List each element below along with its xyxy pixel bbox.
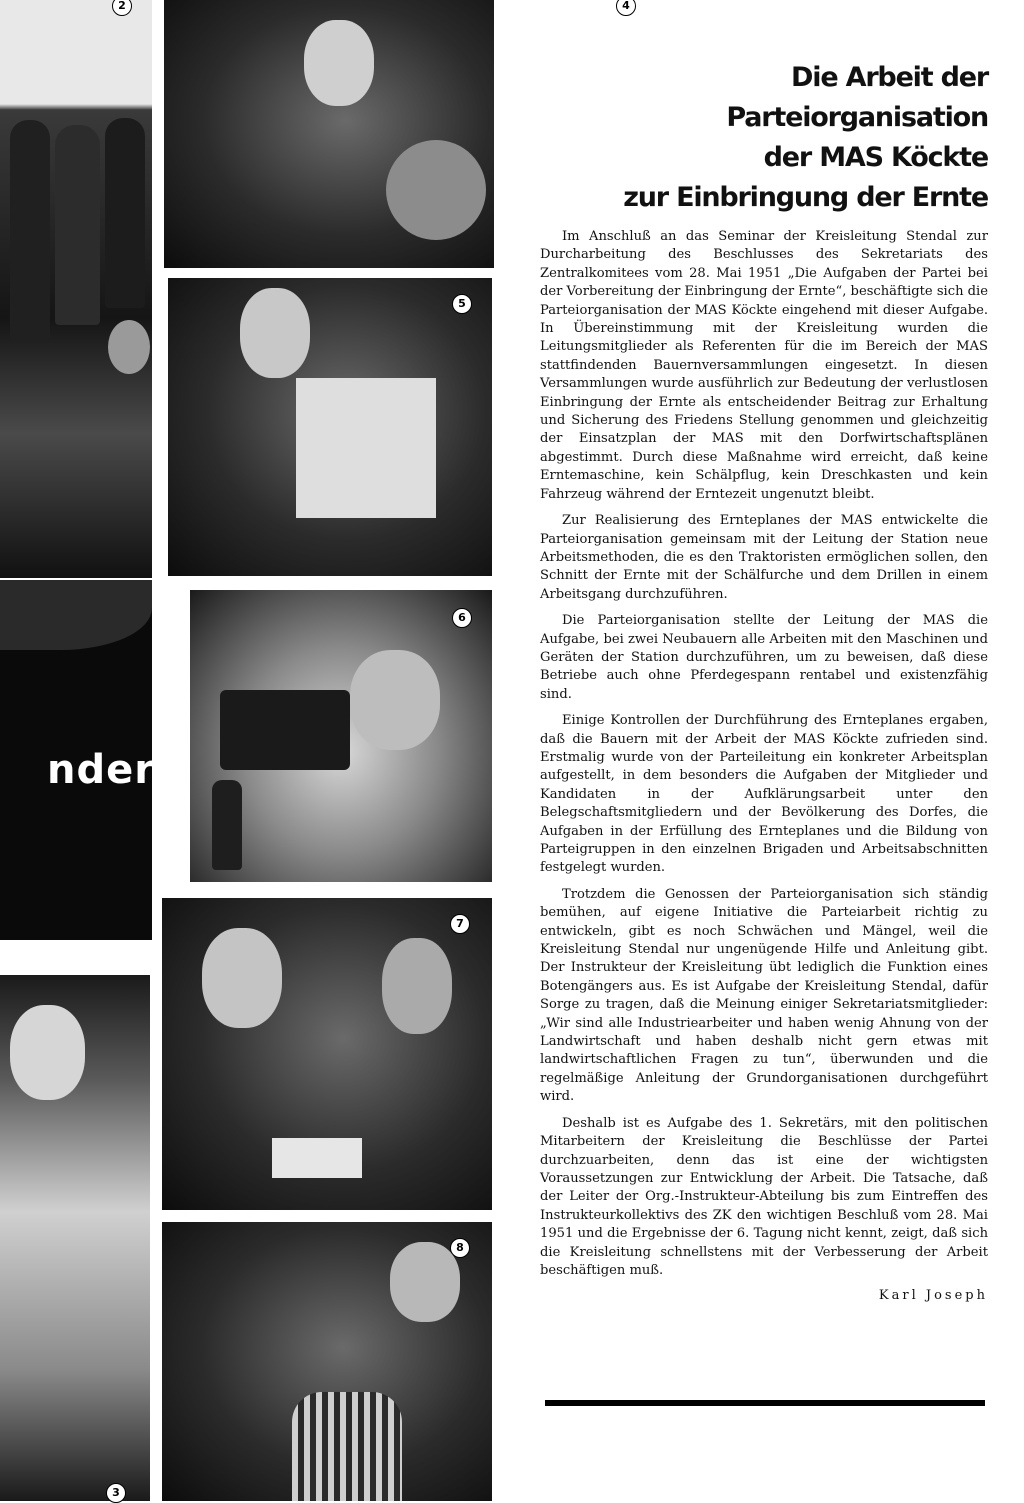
headline-line-1: Die Arbeit der Parteiorganisation — [726, 62, 988, 133]
grinding-wheel — [386, 140, 486, 240]
cardboard-box — [296, 378, 436, 518]
typewriter — [220, 690, 350, 770]
headline-line-2: der MAS Köckte — [763, 142, 988, 173]
man-head — [202, 928, 282, 1028]
woman-head — [10, 1005, 85, 1100]
photo-workshop-grinding — [164, 0, 630, 268]
car-grille — [292, 1392, 402, 1501]
photo-coats-and-workers — [0, 0, 152, 578]
paragraph-6: Deshalb ist es Aufgabe des 1. Sekretärs, mit den politischen Mitarbeitern der Kreisleitung die Beschlüsse der Partei durchzuarbeiten, denn das ist eine der wichtigsten Voraussetzungen zur Entwicklung der Arbeit. Die Tatsache, daß der Leiter der Org.-Instrukteur-Abteilung bis zum Eintreffen des Instrukteurkollektivs des ZK den wichtigen Beschluß vom 28. Mai 1951 und die Ergebnisse der 6. Tagung nicht kennt, zeigt, daß sich die Kreisleitung schnellstens mit der Verbesserung der Arbeit beschäftigen muß. — [540, 1115, 988, 1278]
photo-number-badge: 4 — [616, 0, 636, 16]
footer-rule — [545, 1400, 985, 1406]
paragraph-1: Im Anschluß an das Seminar der Kreisleitung Stendal zur Durcharbeitung des Beschlusses des Sekretariats des Zentralkomitees vom 28. Mai 1951 „Die Aufgaben der Partei bei der Vorbereitung der Einbringung der Ernte“, beschäftigte sich die Parteiorganisation der MAS Köckte eingehend mit dieser Aufgabe. In Übereinstimmung mit der Kreisleitung wurden die Leitungsmitglieder als Referenten für die im Bereich der MAS stattfindenden Bauernversammlungen eingesetzt. In diesen Versammlungen wurde ausführlich zur Bedeutung der verlustlosen Einbringung der Ernte als entscheidender Beitrag zur Erhaltung und Sicherung des Friedens Stellung genommen und gleichzeitig der Einsatzplan der MAS mit den Dorfwirtschaftsplänen abgestimmt. Durch diese Maßnahme wird erreicht, daß keine Erntemaschine, kein Schälpflug, kein Dreschkasten und kein Fahrzeug während der Erntezeit ungenutzt bleibt. — [540, 229, 988, 502]
photo-number-badge: 8 — [450, 1238, 470, 1258]
paper-sheet — [272, 1138, 362, 1178]
man-head — [382, 938, 452, 1034]
paragraph-4: Einige Kontrollen der Durchführung des Ernteplanes ergaben, daß die Bauern mit der Arbeit der MAS Köckte zufrieden sind. Erstmalig wurde von der Parteileitung ein konkreter Arbeitsplan aufgestellt, in dem besonders die Aufgaben der Mitglieder und Kandidaten in der Aufklärungsarbeit unter den Belegschaftsmitgliedern und der Bevölkerung des Dorfes, die Aufgaben in der Erfüllung des Ernteplanes und die Bildung von Parteigruppen in den einzelnen Brigaden und Arbeitsabschnitten festgelegt wurden. — [540, 713, 988, 876]
mechanic-head — [390, 1242, 460, 1322]
worker-head — [304, 20, 374, 106]
photo-number-badge: 2 — [112, 0, 132, 16]
boy-head — [240, 288, 310, 378]
paragraph-5: Trotzdem die Genossen der Parteiorganisation sich ständig bemühen, auf eigene Initiative die Parteiarbeit richtig zu entwickeln, gibt es noch Schwächen und Mängel, weil die Kreisleitung Stendal nur ungenügende Hilfe und Anleitung gibt. Der Instrukteur der Kreisleitung übt lediglich die Funktion eines Botengängers aus. Es ist Aufgabe der Kreisleitung Stendal, dafür Sorge zu tragen, daß die Meinung einiger Sekretariatsmitglieder: „Wir sind alle Industriearbeiter und haben wenig Ahnung von der Landwirtschaft und haben deshalb nicht gern etwas mit landwirtschaftlichen Fragen zu tun“, überwunden und die regelmäßige Anleitung der Grundorganisationen durchgeführt wird. — [540, 886, 988, 1105]
photo-number-badge: 5 — [452, 294, 472, 314]
photo-two-men-with-paper — [162, 898, 492, 1210]
article-headline — [540, 58, 988, 218]
article-body — [540, 228, 988, 1280]
figure-shape — [0, 580, 152, 650]
overlay-headline-fragment: nder — [47, 747, 155, 793]
coat-shape — [10, 120, 50, 340]
article — [540, 58, 988, 1303]
photo-number-badge: 6 — [452, 608, 472, 628]
paragraph-2: Zur Realisierung des Ernteplanes der MAS entwickelte die Parteiorganisation gemeinsam mit der Leitung der Station neue Arbeitsmethoden, die es den Traktoristen ermöglichen sollen, den Schnitt der Ernte mit der Schälfurche und dem Drillen in einem Arbeitsgang durchzuführen. — [540, 513, 988, 602]
paragraph-3: Die Parteiorganisation stellte der Leitung der MAS die Aufgabe, bei zwei Neubauern alle Arbeiten mit den Maschinen und Geräten der Station durchzuführen, um zu beweisen, daß diese Betriebe auch ohne Pferdegespann rentabel und existenzfähig sind. — [540, 613, 988, 702]
photo-number-badge: 7 — [450, 914, 470, 934]
coat-shape — [55, 125, 100, 325]
photo-woman-at-typewriter — [190, 590, 492, 882]
photo-woman-smiling — [0, 975, 150, 1501]
photo-boy-carrying-box — [168, 278, 492, 576]
author-byline: Karl Joseph — [878, 1288, 988, 1304]
woman-head — [350, 650, 440, 750]
worker-head — [108, 320, 150, 374]
photo-mechanic-with-car — [162, 1222, 492, 1501]
photo-number-badge: 3 — [106, 1483, 126, 1503]
headline-line-3: zur Einbringung der Ernte — [623, 182, 988, 213]
bottle — [212, 780, 242, 870]
coat-shape — [105, 118, 145, 308]
